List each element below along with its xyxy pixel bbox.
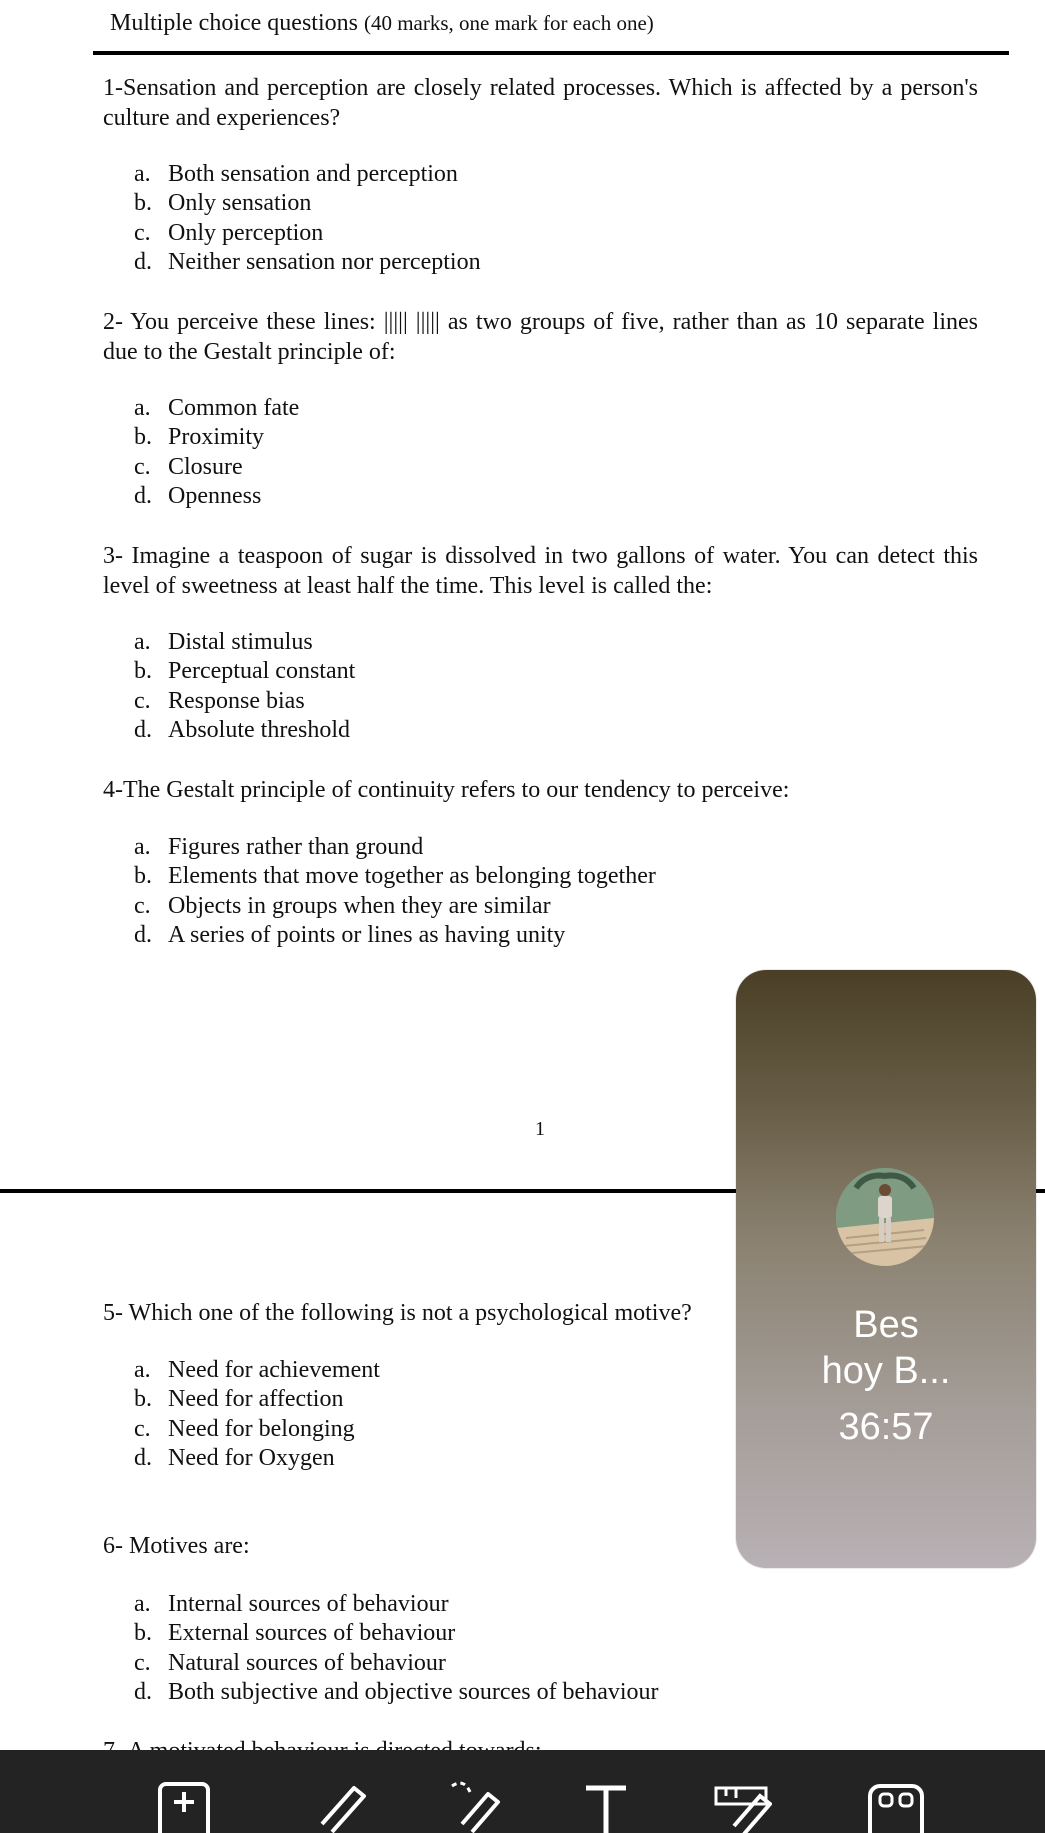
question-2-text: 2- You perceive these lines: ||||| ||||| as two groups of five, rather than as 10 separate lines due to the Gestalt principle of: [103,309,978,365]
question-5-option-c[interactable]: c. Need for belonging [134,1415,355,1442]
grid-icon[interactable] [866,1780,926,1833]
question-5-option-a[interactable]: a. Need for achievement [134,1357,380,1383]
question-3-option-d[interactable]: d. Absolute threshold [134,716,350,743]
add-box-icon[interactable] [154,1780,214,1833]
question-4-option-d[interactable]: d. A series of points or lines as having unity [134,921,566,948]
question-1-option-a[interactable]: a. Both sensation and perception [134,161,458,187]
question-5-options [134,1356,380,1473]
header-divider [93,51,1009,55]
question-3-options [134,628,355,745]
question-2-option-d[interactable]: d. Openness [134,482,262,509]
pen-icon[interactable] [314,1780,374,1833]
question-4-option-c[interactable]: c. Objects in groups when they are similar [134,892,551,919]
question-5-text: 5- Which one of the following is not a psychological motive? [103,1300,692,1326]
header-subtitle-text: (40 marks, one mark for each one) [363,11,654,35]
annotation-toolbar [0,1750,1045,1833]
question-3-option-a[interactable]: a. Distal stimulus [134,629,313,655]
question-4-option-a[interactable]: a. Figures rather than ground [134,834,424,860]
question-4-text: 4-The Gestalt principle of continuity refers to our tendency to perceive: [103,777,790,803]
question-1-text: 1-Sensation and perception are closely related processes. Which is affected by a person's culture and experiences? [103,75,978,131]
page-number: 1 [535,1118,545,1140]
lasso-pen-icon[interactable] [446,1780,506,1833]
question-6-option-b[interactable]: b. External sources of behaviour [134,1620,456,1647]
question-6-options [134,1590,659,1707]
ongoing-call-widget[interactable] [736,970,1036,1568]
question-1-option-b[interactable]: b. Only sensation [134,190,312,217]
question-5-option-b[interactable]: b. Need for affection [134,1386,344,1413]
question-6-option-d[interactable]: d. Both subjective and objective sources of behaviour [134,1678,659,1705]
question-2-option-b[interactable]: b. Proximity [134,424,265,451]
question-1-option-c[interactable]: c. Only perception [134,219,324,246]
question-2-option-c[interactable]: c. Closure [134,453,243,480]
text-icon[interactable] [576,1780,636,1833]
question-2-options [134,394,299,511]
header-title-text: Multiple choice questions [110,10,358,36]
question-6-text: 6- Motives are: [103,1533,250,1559]
question-4-option-b[interactable]: b. Elements that move together as belonging together [134,863,656,890]
question-3-text: 3- Imagine a teaspoon of sugar is dissolved in two gallons of water. You can detect this level of sweetness at least half the time. This level is called the: [103,543,978,599]
page-title [110,10,654,37]
question-1-option-d[interactable]: d. Neither sensation nor perception [134,248,481,275]
ruler-pen-icon[interactable] [712,1780,772,1833]
question-1-options [134,160,481,277]
question-6-option-c[interactable]: c. Natural sources of behaviour [134,1649,446,1676]
caller-name-line-2: hoy B... [821,1350,951,1392]
question-3-option-c[interactable]: c. Response bias [134,687,305,714]
contact-photo-icon [836,1168,934,1266]
caller-name [736,1302,1036,1394]
call-timer: 36:57 [838,1406,934,1448]
question-2-option-a[interactable]: a. Common fate [134,395,300,421]
question-4-options [134,833,656,950]
question-5-option-d[interactable]: d. Need for Oxygen [134,1444,335,1471]
caller-name-line-1: Bes [853,1304,919,1346]
question-6-option-a[interactable]: a. Internal sources of behaviour [134,1591,449,1617]
question-3-option-b[interactable]: b. Perceptual constant [134,658,356,685]
